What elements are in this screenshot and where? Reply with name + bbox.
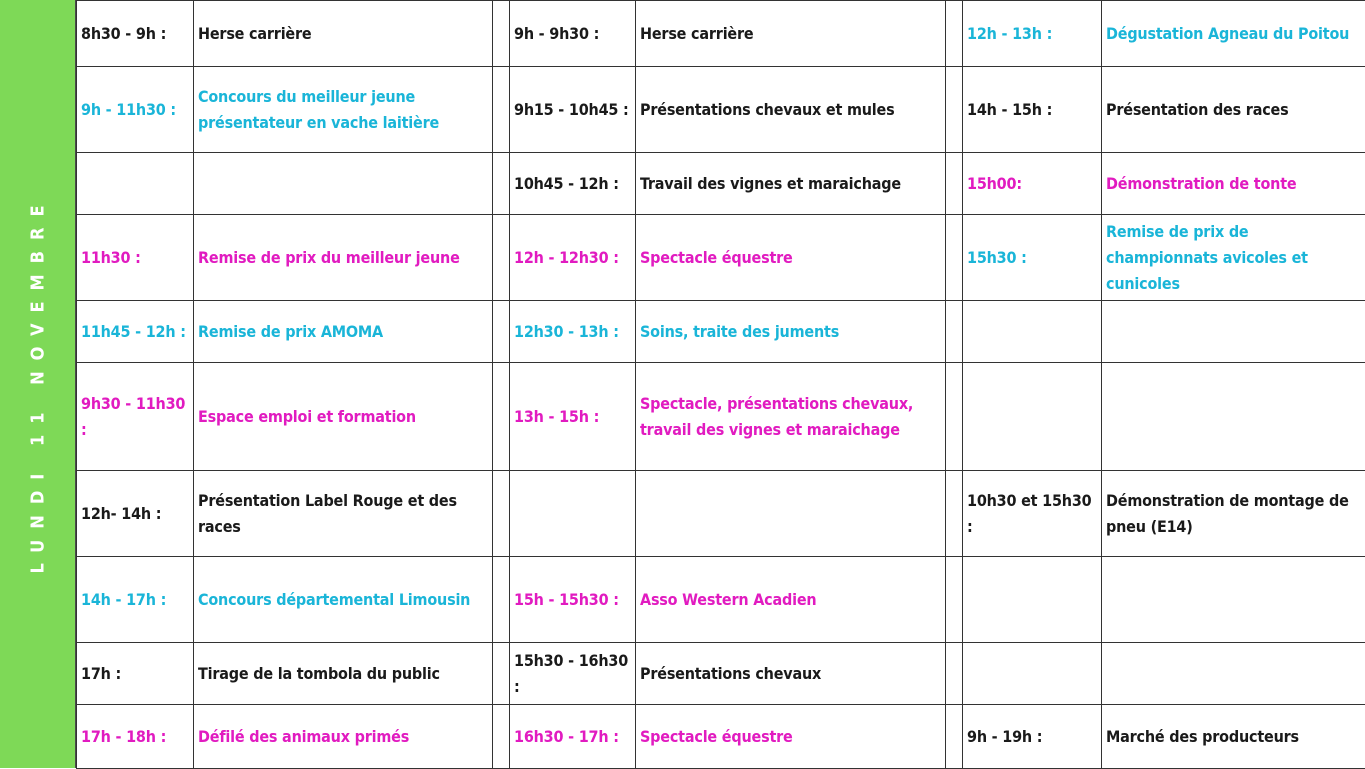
event-cell: Travail des vignes et maraichage (636, 153, 946, 215)
event-cell: Concours du meilleur jeune présentateur en vache laitière (194, 67, 493, 153)
event-cell: Présentations chevaux (636, 643, 946, 705)
schedule-row (77, 301, 1365, 363)
column-gap (493, 67, 510, 153)
event-cell: Marché des producteurs (1102, 705, 1365, 769)
time-cell: 15h00: (963, 153, 1102, 215)
event-cell (1102, 363, 1365, 471)
time-cell: 17h - 18h : (77, 705, 194, 769)
schedule-row (77, 363, 1365, 471)
event-cell: Espace emploi et formation (194, 363, 493, 471)
schedule-row (77, 705, 1365, 769)
event-cell: Herse carrière (636, 1, 946, 67)
time-cell: 9h - 9h30 : (510, 1, 636, 67)
column-gap (946, 557, 963, 643)
event-cell (1102, 301, 1365, 363)
event-cell (1102, 643, 1365, 705)
column-gap (946, 153, 963, 215)
event-cell: Démonstration de montage de pneu (E14) (1102, 471, 1365, 557)
column-gap (493, 471, 510, 557)
schedule-row (77, 643, 1365, 705)
event-cell: Spectacle équestre (636, 215, 946, 301)
column-gap (493, 705, 510, 769)
event-cell (636, 471, 946, 557)
column-gap (946, 1, 963, 67)
time-cell: 15h30 - 16h30 : (510, 643, 636, 705)
event-cell (194, 153, 493, 215)
time-cell: 10h30 et 15h30 : (963, 471, 1102, 557)
time-cell: 14h - 15h : (963, 67, 1102, 153)
time-cell: 15h - 15h30 : (510, 557, 636, 643)
event-cell: Asso Western Acadien (636, 557, 946, 643)
event-cell: Remise de prix AMOMA (194, 301, 493, 363)
event-cell: Dégustation Agneau du Poitou (1102, 1, 1365, 67)
time-cell: 11h45 - 12h : (77, 301, 194, 363)
time-cell: 12h - 13h : (963, 1, 1102, 67)
event-cell: Présentation Label Rouge et des races (194, 471, 493, 557)
column-gap (493, 1, 510, 67)
event-cell (1102, 557, 1365, 643)
column-gap (946, 643, 963, 705)
event-cell: Soins, traite des juments (636, 301, 946, 363)
column-gap (946, 215, 963, 301)
time-cell: 12h - 12h30 : (510, 215, 636, 301)
column-gap (946, 67, 963, 153)
time-cell (963, 643, 1102, 705)
day-sidebar (0, 0, 76, 768)
event-cell: Démonstration de tonte (1102, 153, 1365, 215)
event-cell: Concours départemental Limousin (194, 557, 493, 643)
time-cell: 9h - 11h30 : (77, 67, 194, 153)
time-cell: 9h15 - 10h45 : (510, 67, 636, 153)
time-cell: 12h- 14h : (77, 471, 194, 557)
schedule-row (77, 557, 1365, 643)
time-cell: 10h45 - 12h : (510, 153, 636, 215)
event-cell: Défilé des animaux primés (194, 705, 493, 769)
event-cell: Remise de prix du meilleur jeune (194, 215, 493, 301)
event-cell: Spectacle, présentations chevaux, travail des vignes et maraichage (636, 363, 946, 471)
column-gap (493, 643, 510, 705)
schedule-table (76, 0, 1365, 769)
column-gap (946, 471, 963, 557)
time-cell: 9h - 19h : (963, 705, 1102, 769)
time-cell (510, 471, 636, 557)
time-cell: 17h : (77, 643, 194, 705)
column-gap (493, 153, 510, 215)
time-cell (77, 153, 194, 215)
day-label: LUNDI 11 NOVEMBRE (28, 194, 49, 573)
event-cell: Présentations chevaux et mules (636, 67, 946, 153)
schedule-row (77, 67, 1365, 153)
column-gap (493, 363, 510, 471)
time-cell: 11h30 : (77, 215, 194, 301)
time-cell: 8h30 - 9h : (77, 1, 194, 67)
event-cell: Spectacle équestre (636, 705, 946, 769)
time-cell: 13h - 15h : (510, 363, 636, 471)
column-gap (946, 705, 963, 769)
time-cell: 16h30 - 17h : (510, 705, 636, 769)
time-cell: 9h30 - 11h30 : (77, 363, 194, 471)
event-cell: Herse carrière (194, 1, 493, 67)
time-cell (963, 301, 1102, 363)
schedule-row (77, 153, 1365, 215)
column-gap (946, 363, 963, 471)
column-gap (493, 215, 510, 301)
time-cell (963, 363, 1102, 471)
schedule-row (77, 215, 1365, 301)
event-cell: Remise de prix de championnats avicoles et cunicoles (1102, 215, 1365, 301)
time-cell (963, 557, 1102, 643)
column-gap (946, 301, 963, 363)
time-cell: 15h30 : (963, 215, 1102, 301)
schedule-row (77, 1, 1365, 67)
time-cell: 12h30 - 13h : (510, 301, 636, 363)
event-cell: Tirage de la tombola du public (194, 643, 493, 705)
time-cell: 14h - 17h : (77, 557, 194, 643)
schedule-row (77, 471, 1365, 557)
column-gap (493, 301, 510, 363)
column-gap (493, 557, 510, 643)
event-cell: Présentation des races (1102, 67, 1365, 153)
